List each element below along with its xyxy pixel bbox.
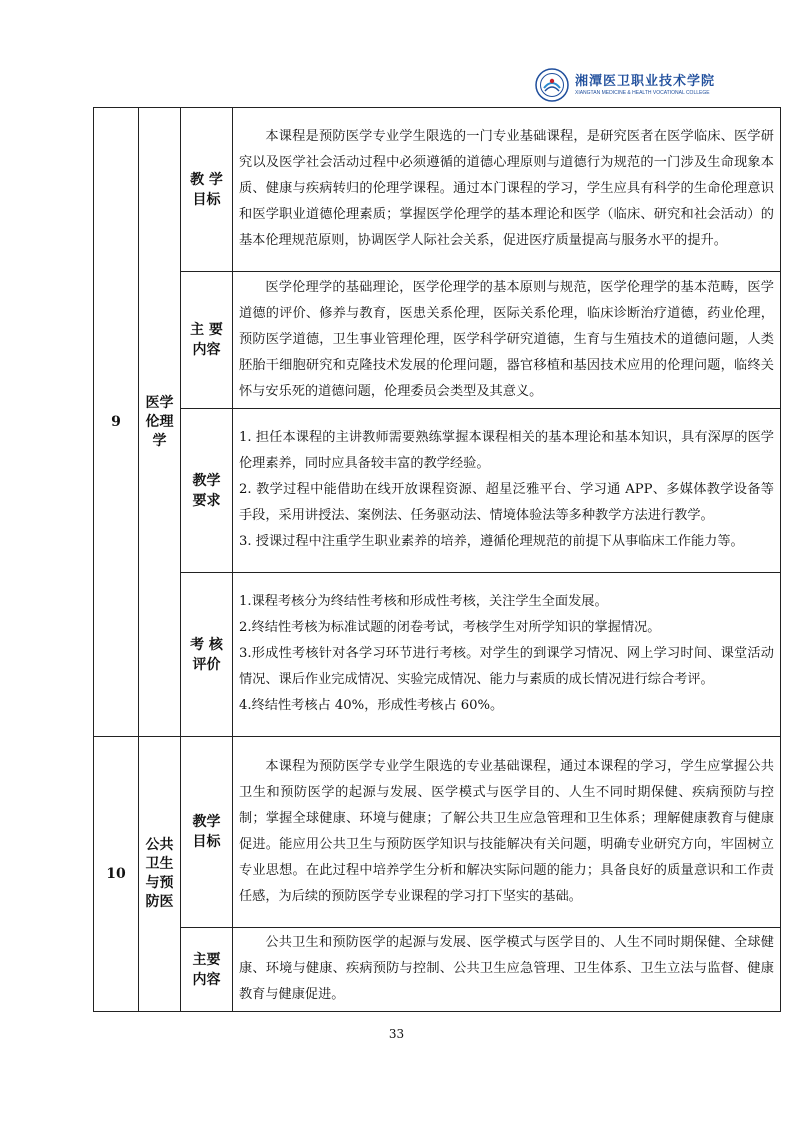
course-name: 公共 卫生 与预 防医	[139, 737, 181, 1012]
section-content: 1.课程考核分为终结性考核和形成性考核，关注学生全面发展。 2.终结性考核为标准试题的闭卷考试，考核学生对所学知识的掌握情况。 3.形成性考核针对各学习环节进行考核。对学生的到课学习情况、网上学习时间、课堂活动情况、课后作业完成情况、实验完成情况、能力与素质的成长情况进行综合考评。 4.终结性考核占 40%，形成性考核占 60%。	[233, 573, 781, 737]
section-label: 教学 要求	[181, 409, 233, 573]
course-row-10-objectives	[94, 737, 781, 928]
course-row-9-main-content	[94, 272, 781, 409]
course-name: 医学 伦理 学	[139, 108, 181, 737]
section-content: 公共卫生和预防医学的起源与发展、医学模式与医学目的、人生不同时期保健、全球健康、环境与健康、疾病预防与控制、公共卫生应急管理、卫生体系、卫生立法与监督、健康教育与健康促进。	[233, 928, 781, 1012]
section-content: 本课程是预防医学专业学生限选的一门专业基础课程，是研究医者在医学临床、医学研究以及医学社会活动过程中必须遵循的道德心理原则与道德行为规范的一门涉及生命现象本质、健康与疾病转归的伦理学课程。通过本门课程的学习，学生应具有科学的生命伦理意识和医学职业道德伦理素质；掌握医学伦理学的基本理论和医学（临床、研究和社会活动）的基本伦理规范原则，协调医学人际社会关系，促进医疗质量提高与服务水平的提升。	[233, 108, 781, 272]
logo-english-name: XIANGTAN MEDICINE & HEALTH VOCATIONAL COLLEGE	[575, 89, 710, 96]
section-label: 考 核 评价	[181, 573, 233, 737]
course-number: 9	[94, 108, 139, 737]
course-row-9-objectives	[94, 108, 781, 272]
section-content: 本课程为预防医学专业学生限选的专业基础课程，通过本课程的学习，学生应掌握公共卫生和预防医学的起源与发展、医学模式与医学目的、人生不同时期保健、疾病预防与控制；掌握全球健康、环境与健康；了解公共卫生应急管理和卫生体系；理解健康教育与健康促进。能应用公共卫生与预防医学知识与技能解决有关问题，明确专业研究方向，牢固树立专业思想。在此过程中培养学生分析和解决实际问题的能力；具备良好的质量意识和工作责任感，为后续的预防医学专业课程的学习打下坚实的基础。	[233, 737, 781, 928]
college-emblem-icon	[535, 68, 569, 102]
section-content: 医学伦理学的基础理论，医学伦理学的基本原则与规范，医学伦理学的基本范畴，医学道德的评价、修养与教育，医患关系伦理，医际关系伦理，临床诊断治疗道德，药业伦理，预防医学道德，卫生事业管理伦理，医学科学研究道德，生育与生殖技术的道德问题，人类胚胎干细胞研究和克隆技术发展的伦理问题，器官移植和基因技术应用的伦理问题，临终关怀与安乐死的道德问题，伦理委员会类型及其意义。	[233, 272, 781, 409]
logo-chinese-name: 湘潭医卫职业技术学院	[575, 73, 716, 89]
course-row-9-assessment	[94, 573, 781, 737]
section-label: 教 学 目标	[181, 108, 233, 272]
course-row-10-main-content	[94, 928, 781, 1012]
section-label: 教学 目标	[181, 737, 233, 928]
college-logo	[535, 66, 725, 104]
course-table	[93, 107, 781, 1012]
section-label: 主 要 内容	[181, 272, 233, 409]
course-number: 10	[94, 737, 139, 1012]
page-number: 33	[388, 1027, 405, 1041]
course-row-9-requirements	[94, 409, 781, 573]
section-content: 1. 担任本课程的主讲教师需要熟练掌握本课程相关的基本理论和基本知识，具有深厚的医学伦理素养，同时应具备较丰富的教学经验。 2. 教学过程中能借助在线开放课程资源、超星泛雅平台、学习通 APP、多媒体教学设备等手段，采用讲授法、案例法、任务驱动法、情境体验法等多种教学方法进行教学。 3. 授课过程中注重学生职业素养的培养，遵循伦理规范的前提下从事临床工作能力等。	[233, 409, 781, 573]
section-label: 主要 内容	[181, 928, 233, 1012]
